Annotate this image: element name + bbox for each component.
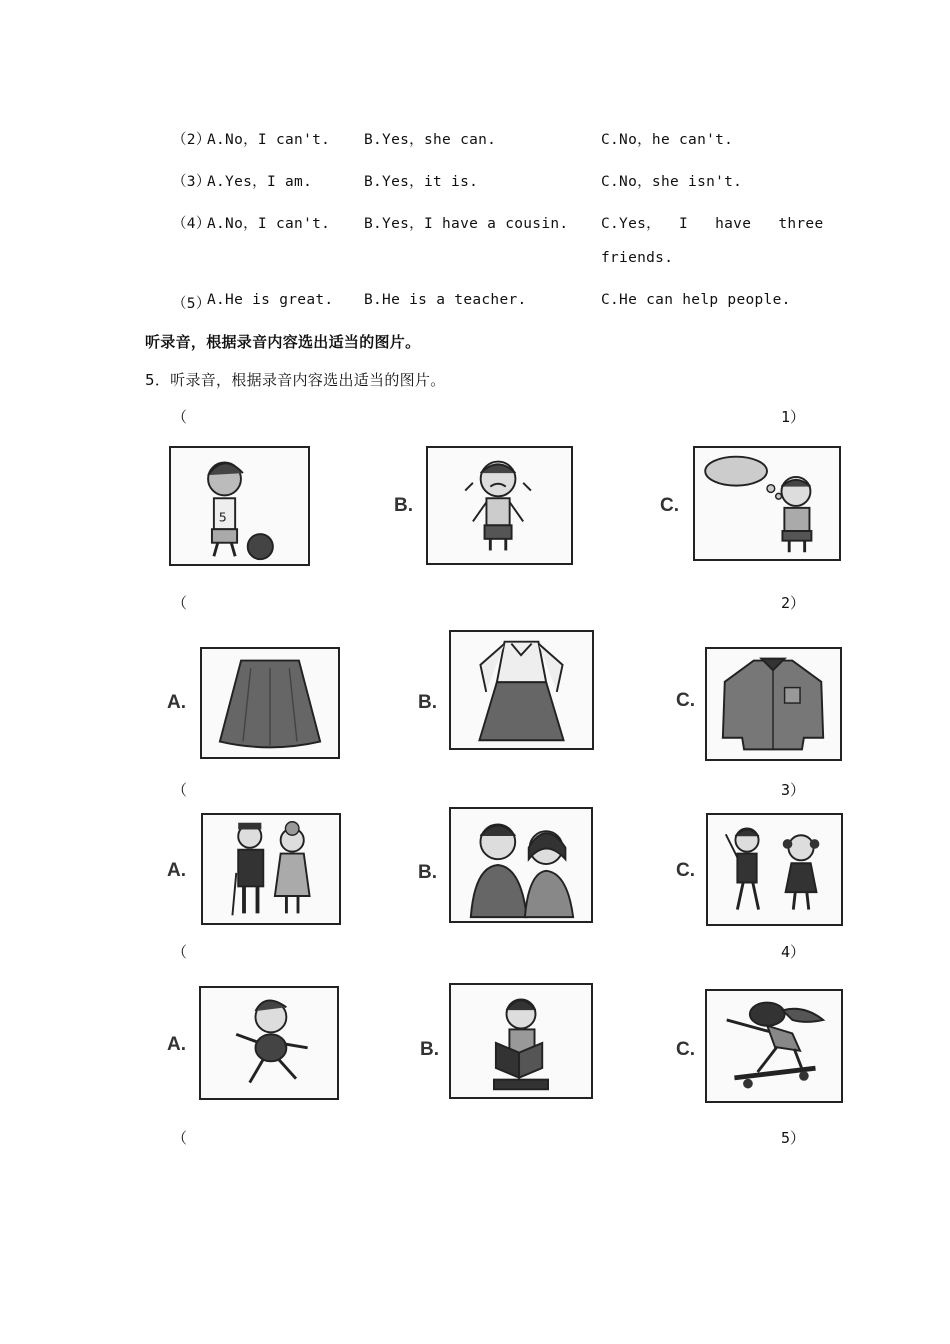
answer-row-4-option-a: A.No，I can't. — [207, 216, 331, 232]
item-4-option-c-picture[interactable] — [705, 989, 843, 1103]
running-boy-icon — [201, 988, 337, 1098]
item-1-option-c-letter: C. — [660, 495, 679, 516]
answer-row-4-option-b: B.Yes，I have a cousin. — [364, 216, 569, 232]
item-1-option-a-picture[interactable] — [169, 446, 310, 566]
item-2-option-a-letter: A. — [167, 692, 186, 713]
dress-icon — [451, 632, 592, 748]
item-1-option-b-picture[interactable] — [426, 446, 573, 565]
thinking-boy-icon — [695, 448, 839, 559]
answer-row-3-option-a: A.Yes，I am. — [207, 174, 313, 190]
item-4-option-a-letter: A. — [167, 1034, 186, 1055]
answer-row-5-option-c: C.He can help people. — [601, 292, 791, 308]
item-3-option-c-picture[interactable] — [706, 813, 843, 926]
item-2-number: 2） — [781, 594, 806, 612]
question-5-title: 5．听录音，根据录音内容选出适当的图片。 — [145, 371, 446, 389]
parents-icon — [451, 809, 591, 921]
answer-row-2-option-a: A.No，I can't. — [207, 132, 331, 148]
answer-row-2-option-c: C.No，he can't. — [601, 132, 734, 148]
svg-text:5: 5 — [218, 509, 227, 525]
item-1-open-paren: （ — [172, 408, 188, 426]
answer-row-4-option-c-cont: friends. — [601, 250, 674, 266]
answer-row-4-option-c: C.Yes， I have three — [601, 216, 824, 232]
answer-row-5-option-a: A.He is great. — [207, 292, 334, 308]
item-3-option-a-letter: A. — [167, 860, 186, 881]
answer-row-3-num: （3） — [172, 174, 211, 190]
children-icon — [708, 815, 841, 924]
item-4-option-b-picture[interactable] — [449, 983, 593, 1099]
item-3-open-paren: （ — [172, 781, 188, 799]
item-5-number: 5） — [781, 1129, 806, 1147]
crying-boy-icon — [428, 448, 571, 563]
answer-row-4-num: （4） — [172, 216, 211, 232]
item-4-option-a-picture[interactable] — [199, 986, 339, 1100]
item-4-open-paren: （ — [172, 943, 188, 961]
reading-boy-icon — [451, 985, 591, 1097]
item-2-option-b-picture[interactable] — [449, 630, 594, 750]
item-3-option-b-picture[interactable] — [449, 807, 593, 923]
grandparents-icon — [203, 815, 339, 923]
item-5-open-paren: （ — [172, 1129, 188, 1147]
item-2-option-b-letter: B. — [418, 692, 437, 713]
answer-row-2-option-b: B.Yes，she can. — [364, 132, 497, 148]
item-2-open-paren: （ — [172, 594, 188, 612]
skateboard-girl-icon — [707, 991, 841, 1101]
item-1-option-b-letter: B. — [394, 495, 413, 516]
skirt-icon — [202, 649, 338, 757]
item-1-number: 1） — [781, 408, 806, 426]
answer-row-3-option-b: B.Yes，it is. — [364, 174, 479, 190]
answer-row-5-num: （5） — [172, 296, 211, 312]
item-1-option-c-picture[interactable] — [693, 446, 841, 561]
answer-row-5-option-b: B.He is a teacher. — [364, 292, 527, 308]
boy-basketball-icon — [171, 448, 308, 564]
item-3-option-b-letter: B. — [418, 862, 437, 883]
item-2-option-c-picture[interactable] — [705, 647, 842, 761]
item-3-number: 3） — [781, 781, 806, 799]
item-4-option-c-letter: C. — [676, 1039, 695, 1060]
item-4-number: 4） — [781, 943, 806, 961]
answer-row-3-option-c: C.No，she isn't. — [601, 174, 743, 190]
shirt-icon — [707, 649, 840, 759]
item-2-option-c-letter: C. — [676, 690, 695, 711]
item-2-option-a-picture[interactable] — [200, 647, 340, 759]
item-3-option-a-picture[interactable] — [201, 813, 341, 925]
item-4-option-b-letter: B. — [420, 1039, 439, 1060]
answer-row-2-num: （2） — [172, 132, 211, 148]
section-heading: 听录音，根据录音内容选出适当的图片。 — [145, 333, 421, 351]
item-3-option-c-letter: C. — [676, 860, 695, 881]
